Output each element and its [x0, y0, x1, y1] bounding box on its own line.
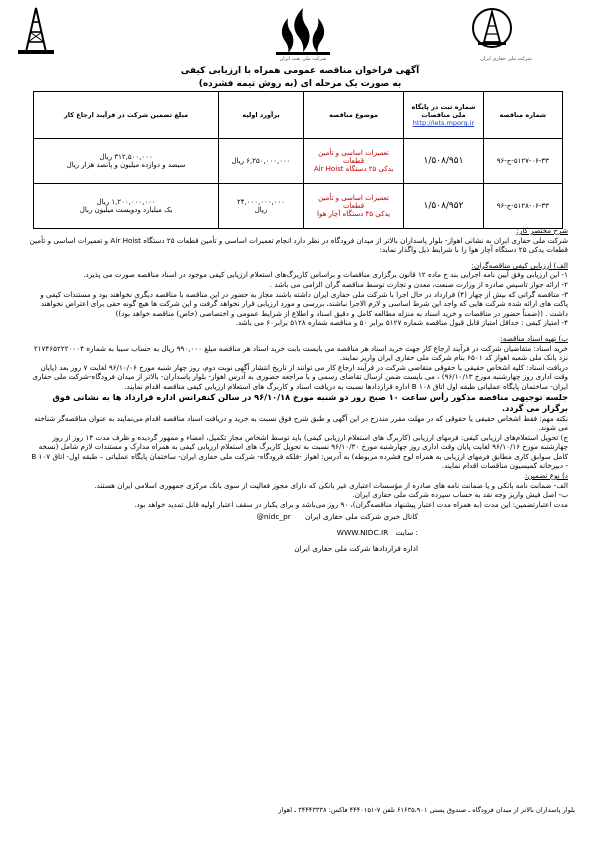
subject-cell: [303, 184, 404, 229]
iets-link[interactable]: http://iets.mporg.ir: [412, 119, 475, 127]
section-c-forms: ج) تحویل استعلام‌های ارزیابی کیفی: فرمهای ارزیابی (کاربرگ های استعلام ارزیابی کیفی) باید توسط اشخاص مجاز تکمیل، امضاء و ممهور گردیده و ظرف مدت ۱۴ روز از روز چهارشنبه مورخ ۹۶/۱۰/۱۶ لغایت پایان وقت اداری روز چهارشنبه مورخ ۹۶/۱۰/۳۰ نسبت به تحویل کاربرگ های استعلام ارزیابی کیفی به همراه مدارک و مستندات لازم شامل (نسخه کامل سوابق کاری مطابق فرمهای ارزیابی به همراه لوح فشرده مربوطه) به آدرس: اهواز -فلکه فرودگاه- شرکت ملی حفاری ایران- ساختمان پایگاه عملیاتی – طبقه اول- اتاق B ۱۰۷ - دبیرخانه کمیسیون مناقصات اقدام نمایند.: [31, 432, 568, 471]
table-header-row: [34, 92, 563, 139]
site-line: [28, 525, 418, 541]
col-estimate: برآورد اولیه: [219, 92, 304, 139]
contact-block: [28, 509, 418, 557]
section-a-item-3: ۳- مناقصه گرانی که بیش از چهار (۴) قرارداد در حال اجرا با شرکت ملی حفاری ایران داشته باشند مجاز به حضور در این مناقصه با مناقصه دیگری نخواهند بود و مستندات کیفی و پاکت های ارائه شده شرکت هایی که واجد این شرط اساسی و لازم الاجرا نباشند، بررسی و مورد ارزیابی قرار نخواهد گرفت و این شرکت ها هیچ گونه حقی برای اعتراض نخواهند داشت . ((ضمناً حضور در مناقصات و خرید اسناد به منزله مطالعه کامل و دقیق اسناد و اطلاع از شرایط عمومی و اختصاصی (خاص) مناقصه خواهد بود)): [40, 289, 568, 318]
guarantee-words: سیصد و دوازده میلیون و پانصد هزار ریال: [66, 161, 186, 169]
site-label: : سایت: [395, 528, 418, 538]
drilling-rig-logo-icon: [14, 6, 58, 56]
important-note: نکته مهم: فقط اشخاص حقیقی یا حقوقی که در مهلت مقرر مندرج در این آگهی و طبق شرح فوق نسبت به خرید و دریافت اسناد مناقصه اقدام می‌نمایند به عنوان مناقصه‌گر شناخته می شوند.: [34, 413, 568, 433]
subject-line2: یدکی ۴۵ دستگاه آچار هوا: [317, 210, 391, 218]
subject-line1: تعمیرات اساسی و تأمین قطعات: [318, 149, 389, 165]
col-tender-no: شماره مناقصه: [483, 92, 562, 139]
estimate-cell: ۶,۲۵۰,۰۰۰,۰۰۰ ریال: [219, 139, 304, 184]
reg-no-cell: ۱/۵۰۸/۹۵۲: [404, 184, 483, 229]
notice-subtitle: به صورت یک مرحله ای (به روش تیمه فشرده): [198, 79, 402, 89]
subject-line1: تعمیرات اساسی و تأمین قطعات: [318, 194, 389, 210]
guarantee-amount: ۱,۲۰۰,۰۰۰,۰۰۰ ریال: [96, 198, 156, 206]
col-guarantee: مبلغ تضمین شرکت در فرآیند ارجاع کار: [34, 92, 219, 139]
channel-label: کانال خبری شرکت ملی حفاری ایران: [304, 512, 418, 522]
section-a-item-2: ۲- ارائه جواز تاسیس صادره از وزارت صنعت، معدن و تجارت توسط مناقصه گران الزامی می باشد .: [269, 279, 568, 289]
guarantee-cell: [34, 139, 219, 184]
subject-line2: یدکی ۲۵ دستگاه Air Hoist: [313, 165, 394, 173]
receive-docs: دریافت اسناد: کلیه اشخاص حقیقی یا حقوقی متقاضی شرکت در فرآیند ارجاع کار می توانند از تاریخ انتشار آگهی نوبت دوم، روز چهار شنبه مورخ ۹۶/۱۰/۰۶ لغایت ۷ روز بعد (پایان وقت اداری روز چهارشنبه مورخ ۹۶/۱۰/۱۳) ، می بایست ضمن ارسال تقاضای رسمی و با مراجعه حضوری به آدرس اهواز- بلوار پاسداران- بالاتر از میدان فرودگاه-شرکت ملی حفاری ایران- ساختمان پایگاه عملیاتی طبقه اول اتاق B ۱۰۸ اداره قراردادها نسبت به دریافت اسناد و کاربرگ های استعلام ارزیابی کیفی مناقصه اقدام نمایند.: [32, 362, 568, 391]
guarantee-validity: مدت اعتبارتضمین: این مدت (به همراه مدت اعتبار پیشنهاد مناقصه‌گران)، ۹۰ روز می‌باشد و برای یکبار در سقف اعتبار اولیه قابل تمدید خواهد بود.: [134, 499, 568, 509]
footer-address: بلوار پاسداران بالاتر از میدان فرودگاه ـ صندوق پستی ۶۱۶۳۵،۹۰۱ تلفن ۷-۴۴۴۰۱۵۱ فاکس: ۳۴۴۴۳۳۳۸ ـ اهواز: [278, 806, 575, 814]
guarantee-type-b: ب- اصل فیش واریز وجه نقد به حساب سپرده شرکت ملی حفاری ایران.: [352, 490, 568, 500]
subject-cell: [303, 139, 404, 184]
section-a-heading: الف) ارزیابی کیفی مناقصه‌گران:: [471, 260, 568, 270]
notice-body: [28, 226, 568, 557]
nidc-logo-icon: [470, 6, 514, 54]
col-reg-no: [404, 92, 483, 139]
dept-line: اداره قراردادها شرکت ملی حفاری ایران: [294, 544, 418, 554]
estimate-amount: ۲۴,۰۰۰,۰۰۰,۰۰۰: [236, 198, 286, 206]
summary-heading: شرح مختصر کار:: [516, 226, 568, 235]
estimate-unit: ریال: [254, 206, 268, 214]
reg-no-cell: ۱/۵۰۸/۹۵۱: [404, 139, 483, 184]
table-row: [34, 184, 563, 229]
nioc-caption: شرکت ملی نفت ایران: [279, 56, 327, 62]
channel-id[interactable]: @nidc_pr: [256, 512, 291, 522]
nidc-caption: شرکت ملی حفاری ایران: [480, 56, 532, 62]
tender-table: [33, 91, 563, 229]
briefing-meeting: جلسه توجیهی مناقصه مذکور رأس ساعت ۱۰ صبح روز دو شنبه مورخ ۹۶/۱۰/۱۸ در سالن کنفرانس اداره قرارداد ها به نشانی فوق برگزار می گردد.: [52, 391, 568, 413]
section-d-heading: د) نوع تضمین:: [524, 471, 568, 481]
col-subject: موضوع مناقصه: [303, 92, 404, 139]
guarantee-type-a: الف- ضمانت نامه بانکی و یا ضمانت نامه های صادره از مؤسسات اعتباری غیر بانکی که دارای مجوز فعالیت از سوی بانک مرکزی جمهوری اسلامی ایران هستند.: [94, 480, 568, 490]
section-a-item-4: ۴- امتیاز کیفی : حداقل امتیاز قابل قبول مناقصه شماره ۵۱۲۷ برابر ۵۰ و مناقصه شماره ۵۱۲۸ برابر۶۰ می باشد.: [235, 318, 568, 328]
estimate-cell: [219, 184, 304, 229]
guarantee-words: یک میلیارد ودویست میلیون ریال: [79, 206, 173, 214]
section-b-heading: ب) تهیه اسناد مناقصه:: [500, 333, 568, 343]
notice-title: آگهی فراخوان مناقصه عمومی همراه با ارزیابی کیفی: [180, 66, 420, 76]
purchase-docs: خرید اسناد: متقاضیان شرکت در فرآیند ارجاع کار جهت خرید اسناد هر مناقصه می بایست بابت خرید اسناد هر مناقصه مبلغ ۹۹۰,۰۰۰ ریال به حساب سیبا به شماره ۲۱۷۴۶۵۲۲۲۰۰۰۴ نزد بانک ملی شعبه اهواز کد ۶۵۰۱ بنام شرکت ملی حفاری ایران واریز نمایند.: [33, 343, 568, 363]
channel-line: [28, 509, 418, 525]
guarantee-amount: ۳۱۲,۵۰۰,۰۰۰ ریال: [99, 153, 153, 161]
section-a-item-1: ۱- این ارزیابی وفق آیین نامه اجرایی بند ج ماده ۱۲ قانون برگزاری مناقصات و براساس کاربرگ‌های استعلام ارزیابی کیفی موجود در اسناد مناقصه صورت می پذیرد.: [83, 270, 568, 280]
nioc-logo-icon: [268, 4, 338, 56]
tender-no-cell: ۵۱۲۷-۰۶-۳۳-ح-۹۶: [483, 139, 562, 184]
site-link[interactable]: WWW.NIDC.IR: [336, 528, 389, 538]
summary-text: شرکت ملی حفاری ایران به نشانی اهواز- بلوار پاسداران بالاتر از میدان فرودگاه در نظر دارد انجام تعمیرات اساسی و تأمین قطعات ۲۵ دستگاه Air Hoist و تعمیرات اساسی و تأمین قطعات یدکی ۲۵ دستگاه آچار هوا را با شرایط ذیل واگذار نماید:: [29, 235, 568, 255]
table-row: [34, 139, 563, 184]
guarantee-cell: [34, 184, 219, 229]
col-reg-no-label: شماره ثبت در پایگاه ملی مناقصات: [411, 103, 476, 119]
tender-no-cell: ۵۱۲۸-۰۶-۳۳-ح-۹۶: [483, 184, 562, 229]
